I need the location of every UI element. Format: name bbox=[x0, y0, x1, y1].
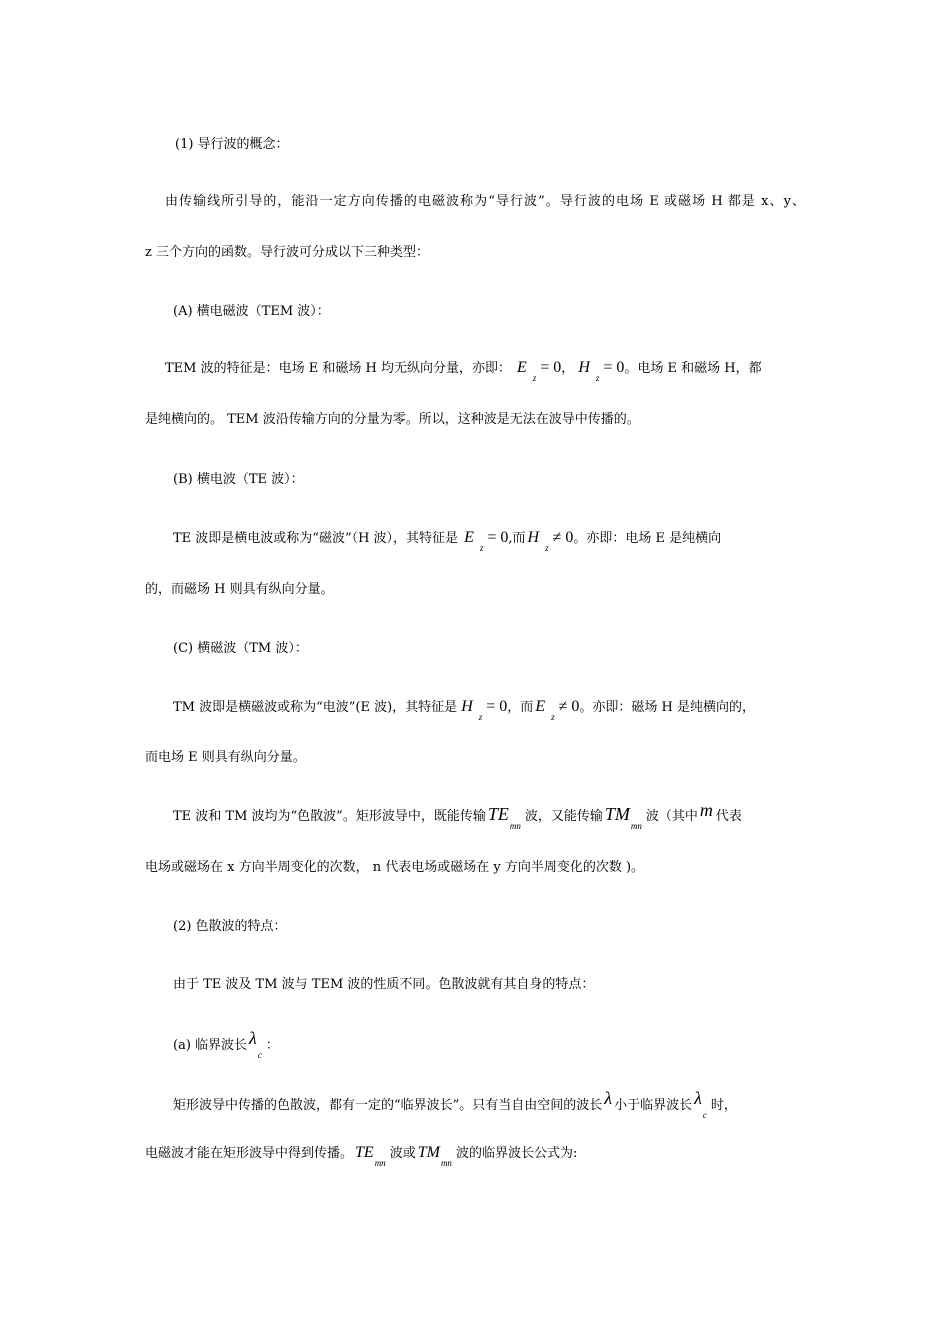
paragraph-critical-line1: 矩形波导中传播的色散波，都有一定的“临界波长”。只有当自由空间的波长 λ 小于临界波长 $\lambda_c$时， bbox=[173, 1088, 737, 1120]
math-sub-c: c bbox=[257, 1050, 262, 1060]
math-sub-mn: mn bbox=[374, 1158, 386, 1168]
paragraph-dispersive-intro: 由于 TE 波及 TM 波与 TEM 波的性质不同。色散波就有其自身的特点： bbox=[173, 977, 595, 992]
math-neq0: ≠ 0 bbox=[558, 698, 580, 715]
paragraph-tem-line1: TEM 波的特征是：电场 E 和磁场 H 均无纵向分量，亦即： $E_z= 0$， $H_z= 0$。电场 E 和磁场 H，都 bbox=[165, 359, 762, 383]
paragraph-guided-wave-line2: z 三个方向的函数。导行波可分成以下三种类型： bbox=[145, 245, 429, 260]
math-neq0: ≠ 0 bbox=[552, 529, 574, 546]
math-sub-mn: mn bbox=[440, 1158, 452, 1168]
math-sub-c: c bbox=[702, 1110, 707, 1120]
math-sub-z: z bbox=[478, 712, 483, 722]
math-eq0: = 0 bbox=[540, 359, 562, 376]
math-TE: TE bbox=[487, 804, 509, 824]
math-H: H bbox=[461, 698, 473, 715]
math-eq0: = 0 bbox=[603, 359, 625, 376]
paragraph-tem-line2: 是纯横向的。 TEM 波沿传输方向的分量为零。所以，这种波是无法在波导中传播的。 bbox=[145, 412, 640, 427]
math-H: H bbox=[527, 529, 540, 546]
math-sub-z: z bbox=[532, 373, 537, 383]
paragraph-dispersive-line2: 电场或磁场在 x 方向半周变化的次数， n 代表电场或磁场在 y 方向半周变化的次数 )。 bbox=[145, 860, 645, 875]
math-TM: TM bbox=[604, 804, 630, 824]
paragraph-te-line2: 的，而磁场 H 则具有纵向分量。 bbox=[145, 582, 334, 597]
paragraph-te-line1: TE 波即是横电波或称为“磁波”（H 波），其特征是 $E_z= 0$,而 $H_z\ne 0$。亦即：电场 E 是纯横向 bbox=[173, 529, 722, 553]
math-lambda: λ bbox=[249, 1028, 257, 1048]
math-TM: TM bbox=[417, 1144, 440, 1161]
paragraph-tm-line2: 而电场 E 则具有纵向分量。 bbox=[145, 750, 306, 765]
math-sub-z: z bbox=[595, 373, 600, 383]
section-a-heading: (A) 横电磁波（TEM 波）： bbox=[173, 304, 330, 319]
paragraph-guided-wave-line1: 由传输线所引导的，能沿一定方向传播的电磁波称为“导行波”。导行波的电场 E 或磁场 H 都是 x、y、 bbox=[165, 194, 805, 209]
paragraph-tm-line1: TM 波即是横磁波或称为“电波”(E 波)，其特征是 $H_z= 0$，而 $E_z\ne 0$。亦即：磁场 H 是纯横向的， bbox=[173, 698, 755, 722]
math-m: m bbox=[699, 800, 713, 820]
math-lambda: λ bbox=[694, 1088, 702, 1108]
section-b-heading: (B) 横电波（TE 波）： bbox=[173, 472, 304, 487]
math-TE: TE bbox=[355, 1144, 374, 1161]
math-E: E bbox=[535, 698, 546, 715]
math-E: E bbox=[464, 529, 474, 546]
math-sub-z: z bbox=[479, 543, 484, 553]
math-lambda: λ bbox=[604, 1088, 613, 1108]
math-H: H bbox=[578, 359, 590, 376]
math-sub-mn: mn bbox=[630, 821, 642, 831]
math-sub-z: z bbox=[551, 712, 555, 722]
math-eq0: = 0 bbox=[486, 698, 508, 715]
math-sub-z: z bbox=[545, 543, 549, 553]
section-c-heading: (C) 横磁波（TM 波）： bbox=[173, 641, 308, 656]
paragraph-dispersive-line1: TE 波和 TM 波均为“色散波”。矩形波导中，既能传输 $TE_{mn}$波，又能传输 $TM_{mn}$波（其中 m 代表 bbox=[173, 800, 742, 831]
section-a-critical-wavelength-heading: (a) 临界波长 $\lambda_c$： bbox=[173, 1028, 279, 1060]
section-2-heading: (2) 色散波的特点： bbox=[173, 919, 287, 934]
math-sub-mn: mn bbox=[509, 821, 521, 831]
paragraph-critical-line2: 电磁波才能在矩形波导中得到传播。 $TE_{mn}$波或 $TM_{mn}$波的临界波长公式为: bbox=[145, 1144, 578, 1168]
section-1-heading: (1) 导行波的概念： bbox=[175, 137, 289, 152]
math-eq0: = 0 bbox=[487, 529, 509, 546]
math-E: E bbox=[516, 359, 527, 376]
